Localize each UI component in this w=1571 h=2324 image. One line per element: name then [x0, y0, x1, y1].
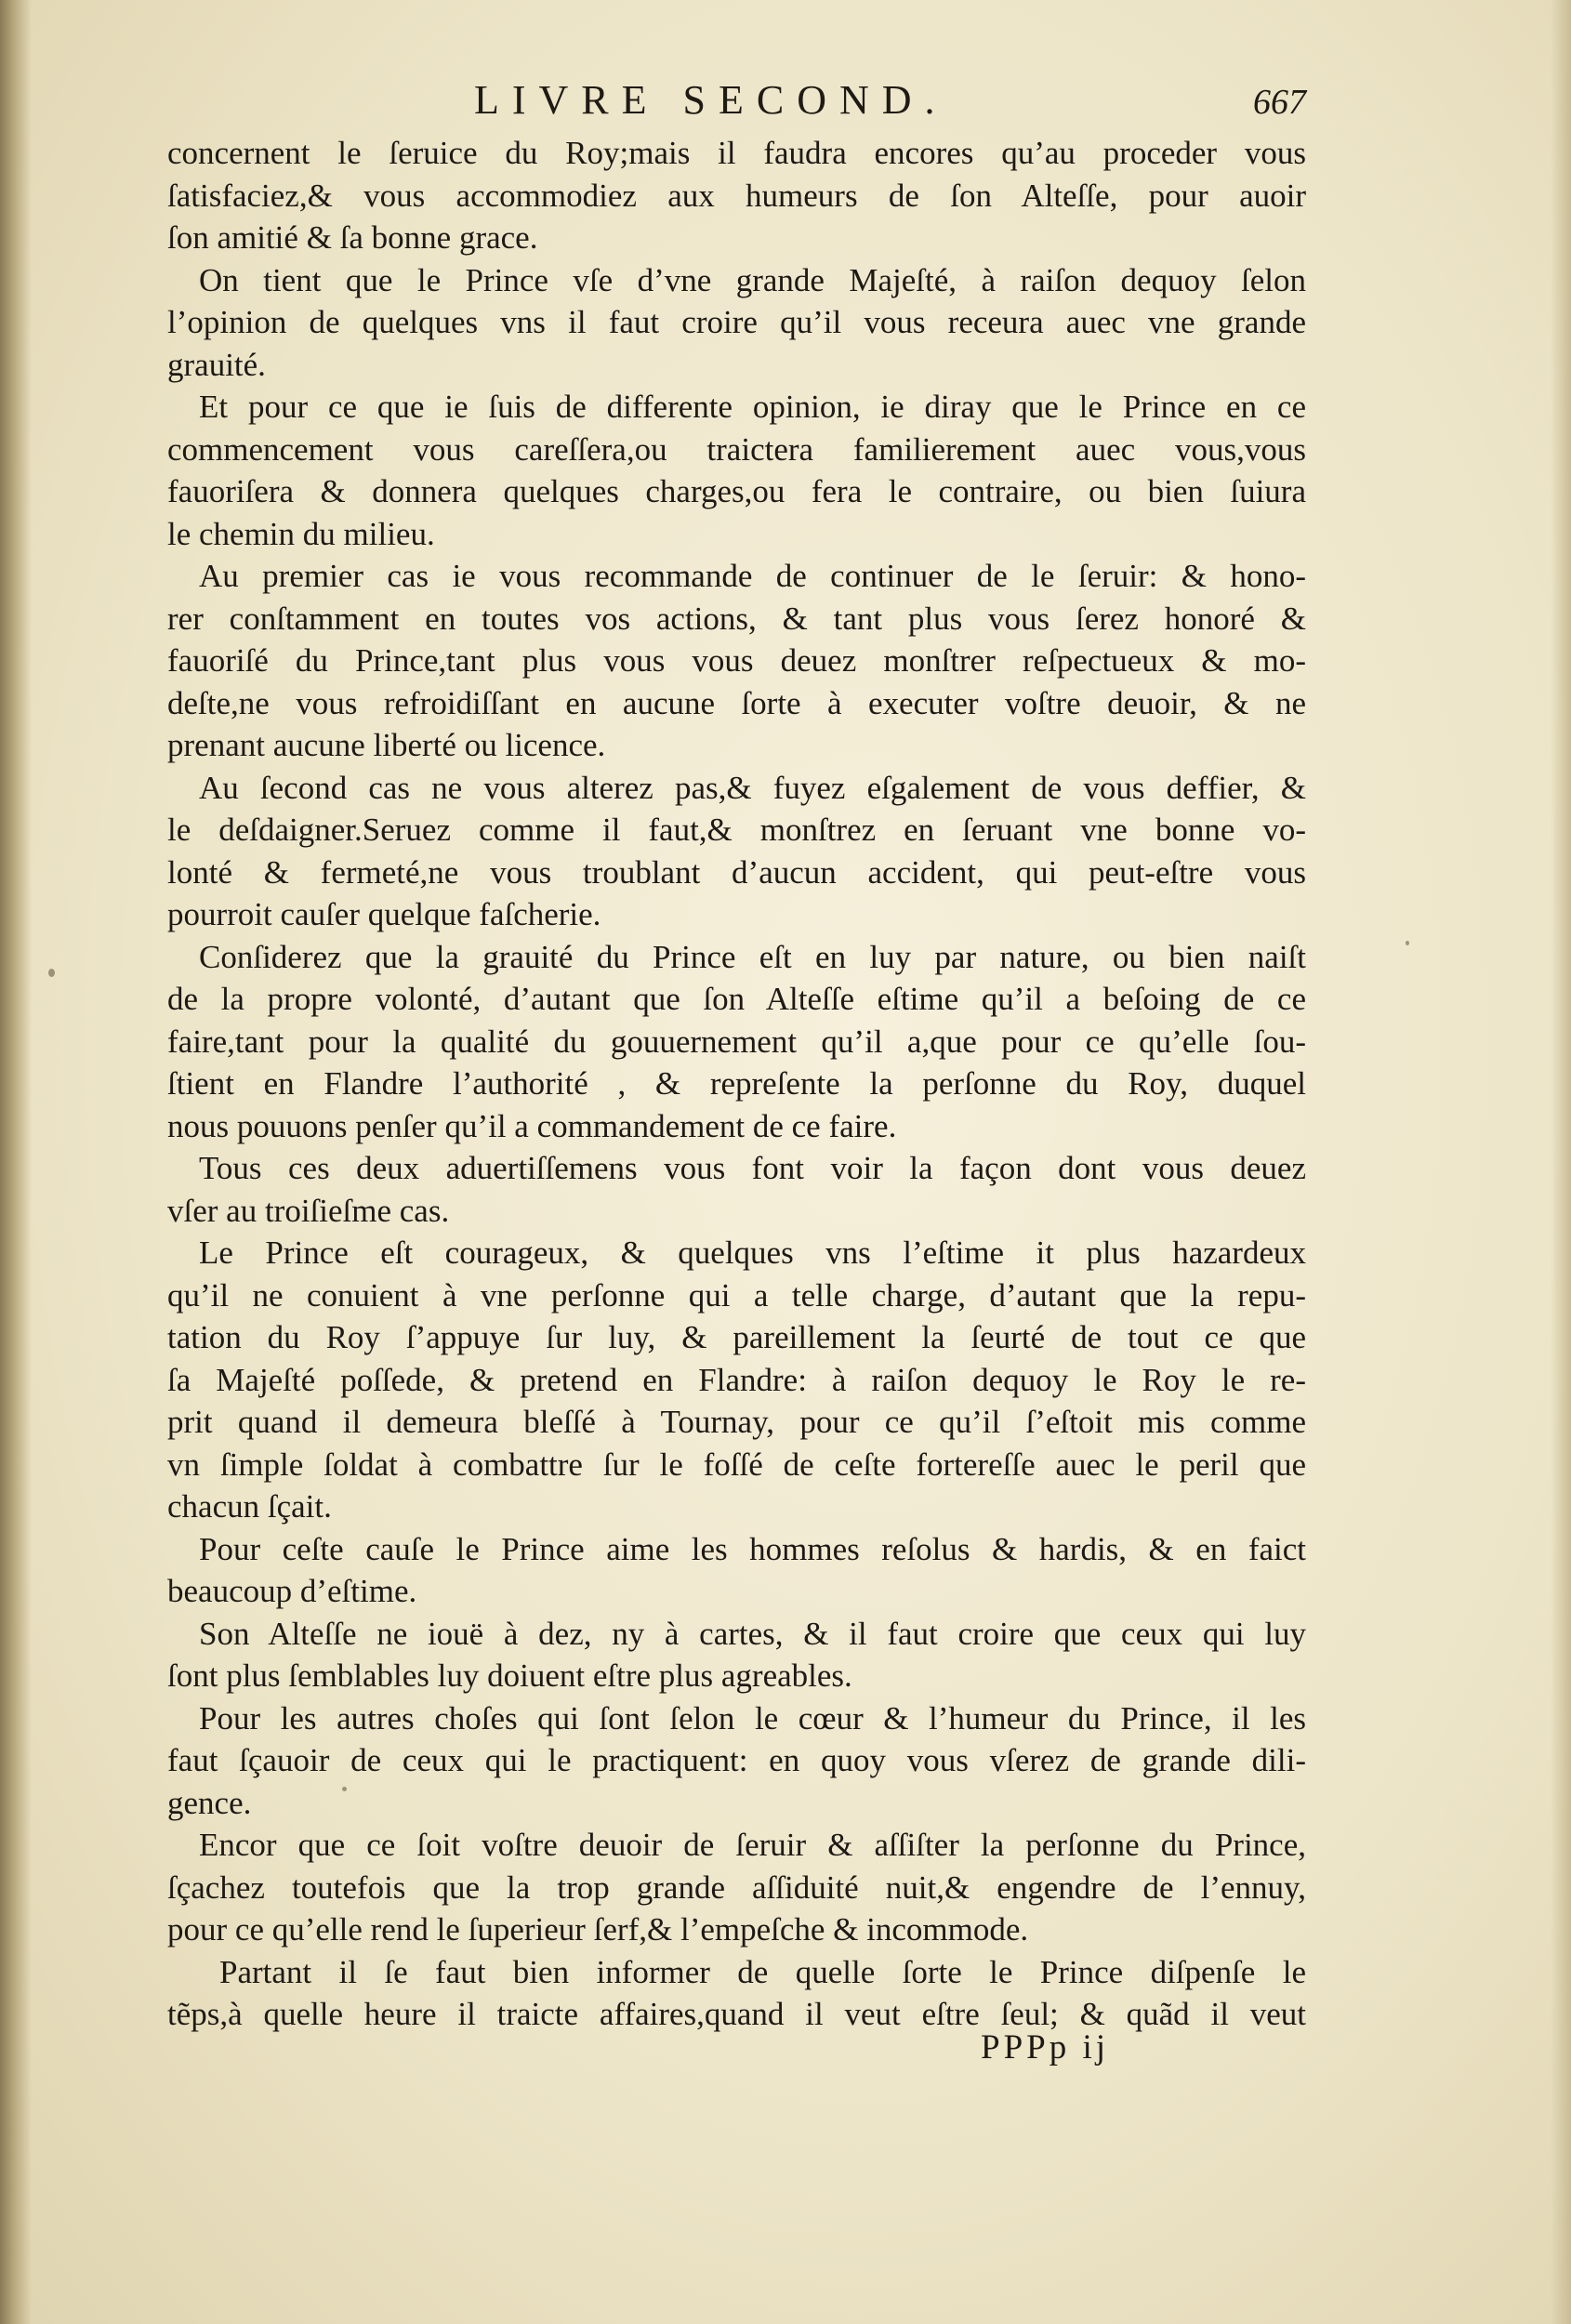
paragraph-first-line: On tient que le Prince vſe d’vne grande Majeſté, à raiſon dequoy ſelon — [199, 261, 1306, 298]
text-line: concernent le ſeruice du Roy;mais il faudra encores qu’au proceder vous — [167, 135, 1306, 171]
running-title: LIVRE SECOND. — [474, 77, 948, 123]
paragraph-first-line: Son Alteſſe ne iouë à dez, ny à cartes, & il faut croire que ceux qui luy — [199, 1615, 1306, 1652]
text-line: deſte,ne vous refroidiſſant en aucune ſorte à executer voſtre deuoir, & ne — [167, 684, 1306, 721]
text-line: l’opinion de quelques vns il faut croire qu’il vous receura auec vne grande — [167, 304, 1306, 340]
text-line: tẽps,à quelle heure il traicte affaires,quand il veut eſtre ſeul; & quãd il veut — [167, 1996, 1306, 2032]
text-line: ſatisfaciez,& vous accommodiez aux humeurs de ſon Alteſſe, pour auoir — [167, 177, 1306, 214]
text-line: beaucoup d’eſtime. — [167, 1573, 417, 1609]
text-line: ſon amitié & ſa bonne grace. — [167, 219, 538, 256]
text-line: pourroit cauſer quelque faſcherie. — [167, 896, 601, 932]
paragraph-first-line: Et pour ce que ie ſuis de differente opinion, ie diray que le Prince en ce — [199, 389, 1306, 425]
text-line: le chemin du milieu. — [167, 515, 435, 552]
text-line: faire,tant pour la qualité du gouuernement qu’il a,que pour ce qu’elle ſou- — [167, 1023, 1306, 1060]
text-line: le deſdaigner.Seruez comme il faut,& monſtrez en ſeruant vne bonne vo- — [167, 812, 1306, 848]
text-line: chacun ſçait. — [167, 1488, 332, 1525]
text-line: ſçachez toutefois que la trop grande aſſiduité nuit,& engendre de l’ennuy, — [167, 1868, 1306, 1906]
text-line: lonté & fermeté,ne vous troublant d’aucun accident, qui peut-eſtre vous — [167, 853, 1306, 891]
text-line: ſont plus ſemblables luy doiuent eſtre plus agreables. — [167, 1657, 852, 1694]
text-line: nous pouuons penſer qu’il a commandement de ce faire. — [167, 1107, 897, 1144]
text-line: vſer au troiſieſme cas. — [167, 1192, 450, 1229]
paper-speck — [1406, 941, 1409, 945]
text-line: rer conſtamment en toutes vos actions, & tant plus vous ſerez honoré & — [167, 600, 1306, 637]
paragraph-first-line: Tous ces deux aduertiſſemens vous font voir la façon dont vous deuez — [199, 1150, 1306, 1186]
signature-mark: PPPp ij — [981, 2028, 1110, 2067]
page-edge-shadow — [1551, 0, 1571, 2324]
text-line: gence. — [167, 1784, 252, 1821]
paragraph-first-line: Pour les autres choſes qui ſont ſelon le cœur & l’humeur du Prince, il les — [199, 1699, 1306, 1736]
text-line: faut ſçauoir de ceux qui le practiquent: en quoy vous vſerez de grande dili- — [167, 1742, 1306, 1778]
paper-speck — [48, 969, 55, 977]
paragraph-first-line: Le Prince eſt courageux, & quelques vns l’eſtime it plus hazardeux — [199, 1235, 1306, 1271]
text-line: ſa Majeſté poſſede, & pretend en Flandre: à raiſon dequoy le Roy le re- — [167, 1361, 1306, 1398]
text-line: commencement vous careſſera,ou traictera familierement auec vous,vous — [167, 430, 1306, 468]
text-line: pour ce qu’elle rend le ſuperieur ſerf,& l’empeſche & incommode. — [167, 1911, 1029, 1948]
paper-speck — [342, 1787, 347, 1791]
paragraph-first-line: Pour ceſte cauſe le Prince aime les hommes reſolus & hardis, & en faict — [199, 1530, 1306, 1567]
text-line: fauoriſé du Prince,tant plus vous vous deuez monſtrer reſpectueux & mo- — [167, 642, 1306, 679]
text-line: prenant aucune liberté ou licence. — [167, 727, 606, 763]
page-number: 667 — [1253, 83, 1306, 122]
text-line: fauoriſera & donnera quelques charges,ou fera le contraire, ou bien ſuiura — [167, 473, 1306, 509]
text-line: tation du Roy ſ’appuye ſur luy, & pareillement la ſeurté de tout ce que — [167, 1319, 1306, 1355]
text-line: vn ſimple ſoldat à combattre ſur le foſſé de ceſte fortereſſe auec le peril que — [167, 1446, 1306, 1483]
text-line: grauité. — [167, 346, 266, 383]
paragraph-first-line: Au ſecond cas ne vous alterez pas,& fuyez eſgalement de vous deffier, & — [199, 769, 1306, 806]
paragraph-first-line: Conſiderez que la grauité du Prince eſt en luy par nature, ou bien naiſt — [199, 938, 1306, 975]
paragraph-first-line: Partant il ſe faut bien informer de quelle ſorte le Prince diſpenſe le — [219, 1953, 1306, 1990]
page-header — [167, 73, 1306, 128]
body-text — [167, 132, 1306, 2036]
text-line: de la propre volonté, d’autant que ſon Alteſſe eſtime qu’il a beſoing de ce — [167, 981, 1306, 1017]
text-line: ſtient en Flandre l’authorité , & repreſente la perſonne du Roy, duquel — [167, 1065, 1306, 1102]
text-line: prit quand il demeura bleſſé à Tournay, pour ce qu’il ſ’eſtoit mis comme — [167, 1404, 1306, 1440]
paragraph-first-line: Encor que ce ſoit voſtre deuoir de ſeruir & aſſiſter la perſonne du Prince, — [199, 1827, 1306, 1863]
text-line: qu’il ne conuient à vne perſonne qui a telle charge, d’autant que la repu- — [167, 1276, 1306, 1314]
binding-gutter-shadow — [0, 0, 32, 2324]
paragraph-first-line: Au premier cas ie vous recommande de continuer de le ſeruir: & hono- — [199, 558, 1306, 594]
